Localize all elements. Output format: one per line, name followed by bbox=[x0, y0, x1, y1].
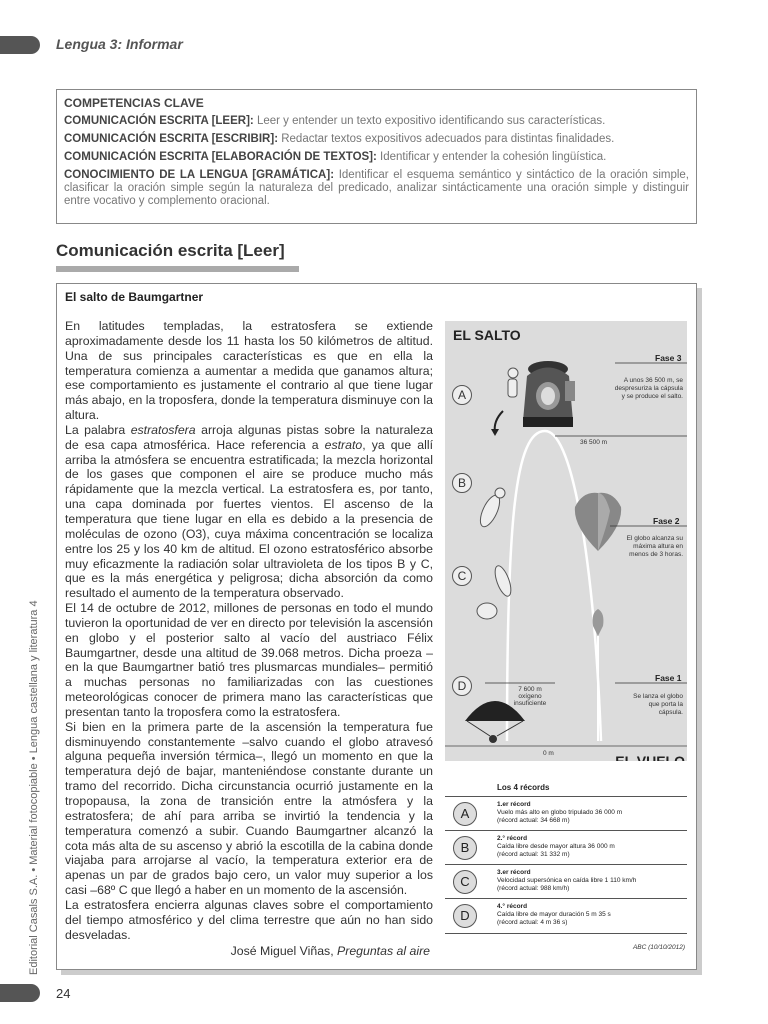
marker-a: A bbox=[452, 385, 472, 405]
phase-3-desc: A unos 36 500 m, se despresuriza la cápsula y se produce el salto. bbox=[614, 377, 683, 400]
record-row bbox=[445, 864, 687, 899]
salto-panel bbox=[445, 321, 687, 761]
competencias-heading: COMPETENCIAS CLAVE bbox=[64, 96, 204, 110]
phase-1-desc: Se lanza el globo que porta la cápsula. bbox=[633, 693, 683, 716]
competencia-item: COMUNICACIÓN ESCRITA [ELABORACIÓN DE TEXTOS]: Identificar y entender la cohesión lingüística. bbox=[64, 151, 607, 163]
section-underline bbox=[56, 266, 299, 272]
capsule-icon bbox=[523, 361, 575, 427]
infographic-credit: ABC (10/10/2012) bbox=[632, 944, 685, 951]
page-header: Lengua 3: Informar bbox=[56, 36, 183, 52]
record-letter: B bbox=[453, 836, 477, 860]
records-title: Los 4 récords bbox=[497, 783, 550, 792]
record-text: 3.er récord Velocidad supersónica en caída libre 1 110 km/h (récord actual: 988 km/h) bbox=[497, 869, 637, 892]
record-row bbox=[445, 830, 687, 865]
record-row bbox=[445, 898, 687, 934]
marker-b: B bbox=[452, 473, 472, 493]
altitude-zero: 0 m bbox=[543, 750, 554, 757]
article-paragraph: El 14 de octubre de 2012, millones de personas en todo el mundo tuvieron la oportunidad de ver en directo por televisión la ascensión en globo y el posterior salto al vacío del austriaco Félix Baumgartner, desde una altitud de 39.068 metros. Dicha proeza –en la que Baumgartner batió tres plusmarcas mundiales– permitió a muchas personas no familiarizadas con las cuestiones meteorológicas conocer de primera mano las características que presentan tanto la troposfera como la estratosfera. bbox=[65, 601, 433, 719]
article-paragraph: En latitudes templadas, la estratosfera se extiende aproximadamente desde los 11 hasta los 50 kilómetros de altitud. Una de sus principales características es que en ella la temperatura comienza a aumentar a medida que ganamos altura; ese comportamiento es justamente el contrario al que tiene lugar más abajo, en la troposfera, donde la temperatura disminuye con la altura. bbox=[65, 319, 433, 423]
phase-2-desc: El globo alcanza su máxima altura en menos de 3 horas. bbox=[626, 535, 683, 558]
article-source: José Miguel Viñas, Preguntas al aire bbox=[230, 944, 430, 958]
record-text: 1.er récord Vuelo más alto en globo tripulado 36 000 m (récord actual: 34 668 m) bbox=[497, 801, 623, 824]
record-letter: C bbox=[453, 870, 477, 894]
phase-2-label: Fase 2 bbox=[653, 516, 680, 526]
competencia-item: COMUNICACIÓN ESCRITA [LEER]: Leer y entender un texto expositivo identificando sus características. bbox=[64, 115, 606, 127]
marker-d: D bbox=[452, 676, 472, 696]
article-title: El salto de Baumgartner bbox=[65, 290, 204, 304]
altitude-36500: 36 500 m bbox=[580, 439, 608, 446]
record-row bbox=[445, 796, 687, 831]
section-title: Comunicación escrita [Leer] bbox=[56, 241, 285, 260]
page-tab-bottom bbox=[0, 984, 40, 1002]
jumper-icon bbox=[508, 368, 518, 397]
sidebar-credit: Editorial Casals S.A. • Material fotocopiable • Lengua castellana y literatura 4 bbox=[28, 600, 40, 975]
records-panel bbox=[445, 761, 687, 958]
record-text: 2.° récord Caída libre desde mayor altura 36 000 m (récord actual: 31 332 m) bbox=[497, 835, 615, 858]
phase-3-label: Fase 3 bbox=[655, 353, 682, 363]
page-tab-top bbox=[0, 36, 40, 54]
phase-1-label: Fase 1 bbox=[655, 673, 682, 683]
competencia-item: COMUNICACIÓN ESCRITA [ESCRIBIR]: Redactar textos expositivos adecuados para distintas finalidades. bbox=[64, 133, 615, 145]
competencias-box bbox=[56, 89, 697, 224]
record-letter: D bbox=[453, 904, 477, 928]
record-text: 4.° récord Caída libre de mayor duración 5 m 35 s (récord actual: 4 m 36 s) bbox=[497, 903, 611, 926]
article-paragraph: Si bien en la primera parte de la ascensión la temperatura fue disminuyendo constantemente –salvo cuando el globo atravesó alguna pequeña inversión térmica–, llegó un momento en que la temperatura dejó de bajar, manteniéndose constante durante un tramo del recorrido. Dicha circunstancia ocurrió justamente en la tropopausa, la zona de transición entre la atmósfera y la estratosfera; de ahí para arriba se invirtió la tendencia y la temperatura comenzó a subir. Cuando Baumgartner alcanzó la cota más alta de su ascenso y abrió la escotilla de la cabina donde viajaba para arrojarse al vacío, la temperatura exterior era de apenas un par de grados bajo cero, un valor muy superior a los casi –68º C que llegó a haber en un momento de la ascensión. bbox=[65, 719, 433, 898]
page-number: 24 bbox=[56, 986, 71, 1001]
record-letter: A bbox=[453, 802, 477, 826]
article-body bbox=[65, 319, 433, 942]
article-paragraph: La palabra estratosfera arroja algunas pistas sobre la naturaleza de esa capa atmosférica. Hace referencia a estrato, ya que allí arriba la atmósfera se encuentra estratificada; la mezcla horizontal de los gases que componen el aire se produce mucho más rápidamente que la mezcla vertical. La estratosfera es, por tanto, una capa dominada por fuertes vientos. El ascenso de la temperatura que tiene lugar en ella es debido a la presencia de moléculas de ozono (O3), cuya máxima concentración se localiza entre los 25 y los 40 km de altitud. El ozono estratosférico absorbe muy eficazmente la radiación solar ultravioleta de los tipos B y C, que es la más energética y peligrosa; dicha absorción da como resultado el aumento de la temperatura observado. bbox=[65, 422, 433, 601]
article-paragraph: La estratosfera encierra algunas claves sobre el comportamiento del tiempo atmosférico y del clima terrestre que aún no han sido desveladas. bbox=[65, 897, 433, 942]
altitude-7600: 7 600 m oxígeno insuficiente bbox=[513, 686, 547, 707]
salto-title: EL SALTO bbox=[453, 327, 521, 343]
article-card bbox=[56, 283, 697, 970]
competencia-item: CONOCIMIENTO DE LA LENGUA [GRAMÁTICA]: Identificar el esquema semántico y sintáctico de la oración simple, clasificar la oración simple según la naturaleza del predicado, analizar sintácticamente una oración simple y distinguir entre vocativo y complemento oracional. bbox=[64, 169, 689, 207]
marker-c: C bbox=[452, 566, 472, 586]
infographic bbox=[445, 321, 687, 958]
